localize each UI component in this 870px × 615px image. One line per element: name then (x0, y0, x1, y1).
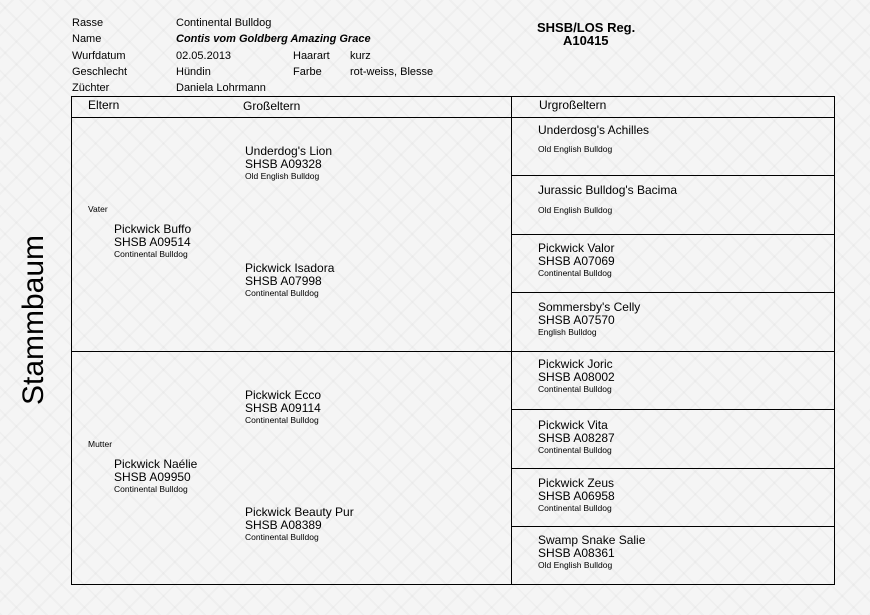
column-header-parents: Eltern (88, 98, 120, 112)
dog-breed: Continental Bulldog (538, 445, 612, 455)
page-title: Stammbaum (17, 234, 50, 406)
geschlecht-label: Geschlecht (72, 66, 128, 78)
role-label-father: Vater (88, 204, 108, 214)
dog-breed: Old English Bulldog (245, 171, 320, 181)
rasse-value: Continental Bulldog (176, 17, 272, 29)
registry-number: A10415 (563, 33, 609, 48)
great-grandparent (538, 477, 615, 513)
dog-name: Swamp Snake Salie (538, 533, 646, 547)
farbe-value: rot-weiss, Blesse (350, 66, 434, 78)
role-label-mother: Mutter (88, 439, 113, 449)
dog-registration: SHSB A08389 (245, 518, 322, 532)
name-label: Name (72, 33, 102, 45)
name-value: Contis vom Goldberg Amazing Grace (176, 33, 371, 45)
dog-name: Pickwick Valor (538, 241, 615, 255)
dog-registration: SHSB A08002 (538, 370, 615, 384)
dog-breed: Continental Bulldog (114, 484, 188, 494)
great-grandparent (538, 419, 615, 455)
dog-name: Pickwick Buffo (114, 222, 192, 236)
parent-mother (114, 458, 197, 494)
dog-name: Pickwick Naélie (114, 457, 198, 471)
dog-registration: SHSB A08287 (538, 431, 615, 445)
haarart-value: kurz (350, 50, 371, 62)
great-grandparent (538, 301, 640, 337)
zuechter-value: Daniela Lohrmann (176, 82, 266, 94)
grid-row-line (511, 526, 835, 527)
grid-top (71, 96, 835, 97)
dog-breed: Continental Bulldog (245, 288, 319, 298)
grid-header-divider (71, 117, 835, 118)
dog-name: Pickwick Zeus (538, 476, 615, 490)
dog-name: Pickwick Ecco (245, 388, 322, 402)
dog-breed: Continental Bulldog (538, 503, 612, 513)
zuechter-label: Züchter (72, 82, 110, 94)
wurfdatum-label: Wurfdatum (72, 50, 126, 62)
grandparent (245, 506, 354, 542)
dog-breed: Old English Bulldog (538, 205, 613, 215)
dog-name: Sommersby's Celly (538, 300, 641, 314)
dog-name: Underdosg's Achilles (538, 123, 650, 137)
great-grandparent (538, 358, 615, 394)
dog-breed: Continental Bulldog (245, 415, 319, 425)
dog-registration: SHSB A08361 (538, 546, 615, 560)
rasse-label: Rasse (72, 17, 104, 29)
dog-name: Pickwick Beauty Pur (245, 505, 354, 519)
registry-label: SHSB/LOS Reg. (537, 20, 636, 35)
great-grandparent (538, 534, 645, 570)
dog-registration: SHSB A07570 (538, 313, 615, 327)
column-header-greatgrandparents: Urgroßeltern (539, 98, 607, 112)
grandparent (245, 262, 334, 298)
dog-name: Pickwick Vita (538, 418, 608, 432)
grandparent (245, 145, 332, 181)
grid-right (834, 96, 835, 585)
geschlecht-value: Hündin (176, 66, 211, 78)
grid-left (71, 96, 72, 585)
dog-name: Pickwick Isadora (245, 261, 335, 275)
dog-breed: Old English Bulldog (538, 144, 613, 154)
dog-registration: SHSB A09514 (114, 235, 191, 249)
grid-row-line (511, 234, 835, 235)
grid-row-line (511, 468, 835, 469)
dog-breed: Continental Bulldog (245, 532, 319, 542)
dog-breed: Continental Bulldog (538, 268, 612, 278)
dog-breed: Old English Bulldog (538, 560, 613, 570)
dog-registration: SHSB A06958 (538, 489, 615, 503)
dog-name: Jurassic Bulldog's Bacima (538, 183, 678, 197)
dog-registration: SHSB A09950 (114, 470, 191, 484)
parent-father (114, 223, 191, 259)
haarart-label: Haarart (293, 50, 330, 62)
great-grandparent (538, 184, 677, 215)
column-header-grandparents: Großeltern (243, 99, 301, 113)
dog-registration: SHSB A07069 (538, 254, 615, 268)
grid-row-line (511, 351, 835, 352)
grandparent (245, 389, 321, 425)
dog-registration: SHSB A09114 (245, 401, 321, 415)
great-grandparent (538, 242, 615, 278)
dog-name: Pickwick Joric (538, 357, 613, 371)
grid-col-divider (511, 96, 512, 585)
great-grandparent (538, 124, 649, 154)
farbe-label: Farbe (293, 66, 322, 78)
dog-registration: SHSB A07998 (245, 274, 322, 288)
dog-breed: Continental Bulldog (538, 384, 612, 394)
grid-parents-divider (71, 351, 511, 352)
dog-breed: Continental Bulldog (114, 249, 188, 259)
dog-breed: English Bulldog (538, 327, 597, 337)
grid-row-line (511, 409, 835, 410)
grid-row-line (511, 175, 835, 176)
dog-registration: SHSB A09328 (245, 157, 322, 171)
wurfdatum-value: 02.05.2013 (176, 50, 232, 62)
grid-row-line (511, 292, 835, 293)
grid-bottom (71, 584, 835, 585)
dog-name: Underdog's Lion (245, 144, 333, 158)
